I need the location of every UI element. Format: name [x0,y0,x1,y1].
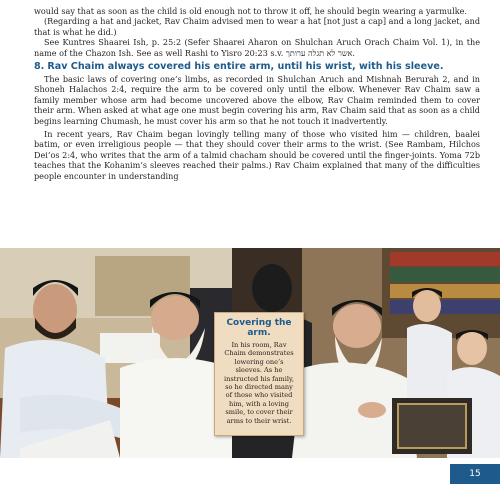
caption-title: Covering the arm. [226,318,292,338]
paragraph-1: would say that as soon as the child is old enough not to throw it off, he should begin wearing a yarmulke. [34,6,467,16]
paragraph-3: See Kuntres Shaarei Ish, p. 25:2 (Sefer Shaarei Aharon on Shulchan Aruch Orach Chaim Vol. 1), in the name of the Chazon Ish. See as well Rashi to Yisro 20:23 s.v. אשר לא תגלה ערותך. [34,37,480,58]
caption-text: In his room, Rav Chaim demonstrates lowering one’s sleeves. As he instructed his family, so he directed many of those who visited him, with a loving smile, to cover their arms to their wrist. [224,341,294,425]
photo-left [0,248,232,458]
section-heading [34,61,480,73]
paragraph-5: In recent years, Rav Chaim began lovingly telling many of those who visited him — children, baalei batim, or even irreligious people — that they should cover their arms to the wrist. (See Rambam, Hilchos Dei’os 2:4, who writes that the arm of a talmid chacham should be covered until the finger-joints. Yoma 72b teaches that the Kohanim’s sleeves reached their palms.) Rav Chaim explained that many of the difficulties people encounter in understanding [34,129,480,181]
section-heading-text: Rav Chaim always covered his entire arm, until his wrist, with his sleeve. [47,61,444,73]
page-number: 15 [450,464,500,484]
section-number: 8. [34,61,45,73]
photo-caption [214,312,304,436]
paragraph-2: (Regarding a hat and jacket, Rav Chaim advised men to wear a hat [not just a cap] and a long jacket, and that is what he did.) [34,16,480,37]
article-text [34,6,480,181]
paragraph-4: The basic laws of covering one’s limbs, as recorded in Shulchan Aruch and Mishnah Berurah 2, and in Shoneh Halachos 2:4, require the arm to be covered only until the elbow. Whenever Rav Chaim saw a family member whose arm had become uncovered above the elbow, Rav Chaim reminded them to cover their arm. When asked at what age one must begin covering his arm, Rav Chaim said that as soon as a child begins learning Chumash, he must cover his arm so that he not touch it inadvertently. [34,74,480,126]
